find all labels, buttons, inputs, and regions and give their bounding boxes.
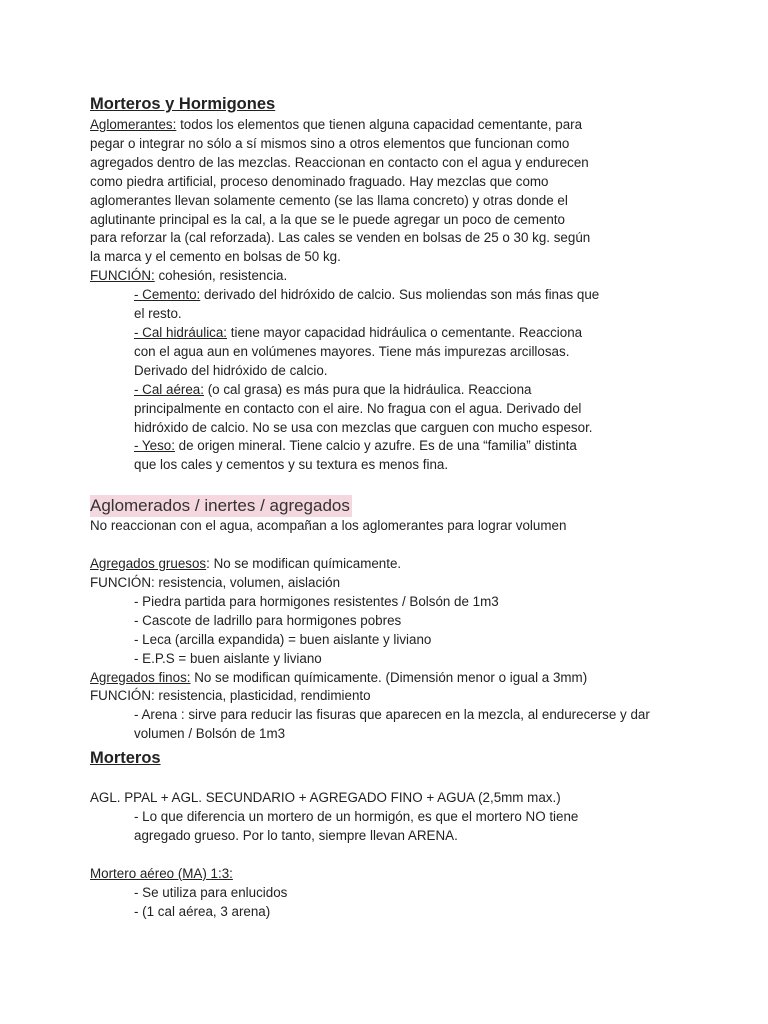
- section-title-aglomerados: Aglomerados / inertes / agregados: [90, 496, 350, 516]
- term-agregados-gruesos: Agregados gruesos: [90, 556, 207, 572]
- term-funcion: FUNCIÓN:: [90, 268, 155, 284]
- list-item: - Lo que diferencia un mortero de un hormigón, es que el mortero NO tiene: [134, 809, 579, 825]
- list-item-cemento: - Cemento: derivado del hidróxido de calcio. Sus moliendas son más finas que: [134, 287, 600, 303]
- term-agregados-finos: Agregados finos:: [90, 669, 191, 685]
- formula-line: AGL. PPAL + AGL. SECUNDARIO + AGREGADO FINO + AGUA (2,5mm max.): [90, 790, 561, 806]
- agregados-finos-line: Agregados finos: No se modifican químicamente. (Dimensión menor o igual a 3mm): [90, 669, 588, 685]
- term-aglomerantes: Aglomerantes:: [90, 117, 177, 132]
- list-item: - E.P.S = buen aislante y liviano: [134, 650, 322, 666]
- list-item-cont: volumen / Bolsón de 1m3: [134, 726, 286, 742]
- agregados-gruesos-line: Agregados gruesos: No se modifican químicamente.: [90, 556, 402, 572]
- list-item: - Leca (arcilla expandida) = buen aislante y liviano: [134, 631, 432, 647]
- list-item: - (1 cal aérea, 3 arena): [134, 903, 271, 919]
- list-item-cont: agregado grueso. Por lo tanto, siempre llevan ARENA.: [134, 828, 458, 843]
- list-item-yeso: - Yeso: de origen mineral. Tiene calcio y azufre. Es de una “familia” distinta: [134, 438, 577, 454]
- list-item-cal-aerea: - Cal aérea: (o cal grasa) es más pura que la hidráulica. Reacciona: [134, 381, 532, 397]
- list-item: - Piedra partida para hormigones resistentes / Bolsón de 1m3: [134, 593, 499, 609]
- list-item: - Se utiliza para enlucidos: [134, 884, 288, 900]
- list-item: - Cascote de ladrillo para hormigones pobres: [134, 612, 402, 628]
- list-item-cal-hidraulica-cont: con el agua aun en volúmenes mayores. Tiene más impurezas arcillosas.: [134, 343, 570, 359]
- document-page: [90, 92, 690, 922]
- list-item-cal-hidraulica: - Cal hidráulica: tiene mayor capacidad hidráulica o cementante. Reacciona: [134, 324, 583, 340]
- list-item: - Arena : sirve para reducir las fisuras que aparecen en la mezcla, al endurecerse y dar: [134, 707, 650, 723]
- paragraph-line: pegar o integrar no sólo a sí mismos sino a otros elementos que funcionan como: [90, 135, 570, 151]
- funcion-line: FUNCIÓN: resistencia, volumen, aislación: [90, 575, 341, 591]
- paragraph-line: para reforzar la (cal reforzada). Las cales se venden en bolsas de 25 o 30 kg. según: [90, 230, 591, 246]
- paragraph-line: como piedra artificial, proceso denominado fraguado. Hay mezclas que como: [90, 173, 549, 189]
- funcion-line: FUNCIÓN: cohesión, resistencia.: [90, 268, 288, 284]
- paragraph-line: la marca y el cemento en bolsas de 50 kg.: [90, 249, 341, 265]
- subtitle-mortero-aereo: Mortero aéreo (MA) 1:3:: [90, 865, 233, 881]
- list-item-cal-aerea-cont: hidróxido de calcio. No se usa con mezclas que carguen con mucho espesor.: [134, 419, 593, 435]
- list-item-cal-hidraulica-cont: Derivado del hidróxido de calcio.: [134, 362, 328, 378]
- section-title-morteros: Morteros: [90, 749, 161, 768]
- paragraph-line: aglomerantes llevan solamente cemento (se las llama concreto) y otras donde el: [90, 192, 568, 208]
- funcion-line: FUNCIÓN: resistencia, plasticidad, rendimiento: [90, 688, 371, 704]
- paragraph-line: agregados dentro de las mezclas. Reaccionan en contacto con el agua y endurecen: [90, 154, 589, 170]
- list-item-yeso-cont: que los cales y cementos y su textura es menos fina.: [134, 457, 449, 473]
- paragraph-line: aglutinante principal es la cal, a la que se le puede agregar un poco de cemento: [90, 211, 565, 227]
- list-item-cemento-cont: el resto.: [134, 306, 182, 322]
- section-title-morteros-hormigones: Morteros y Hormigones: [90, 95, 276, 113]
- paragraph-line: No reaccionan con el agua, acompañan a los aglomerantes para lograr volumen: [90, 518, 567, 534]
- paragraph-line: Aglomerantes: todos los elementos que tienen alguna capacidad cementante, para: [90, 117, 583, 132]
- list-item-cal-aerea-cont: principalmente en contacto con el aire. No fragua con el agua. Derivado del: [134, 400, 582, 416]
